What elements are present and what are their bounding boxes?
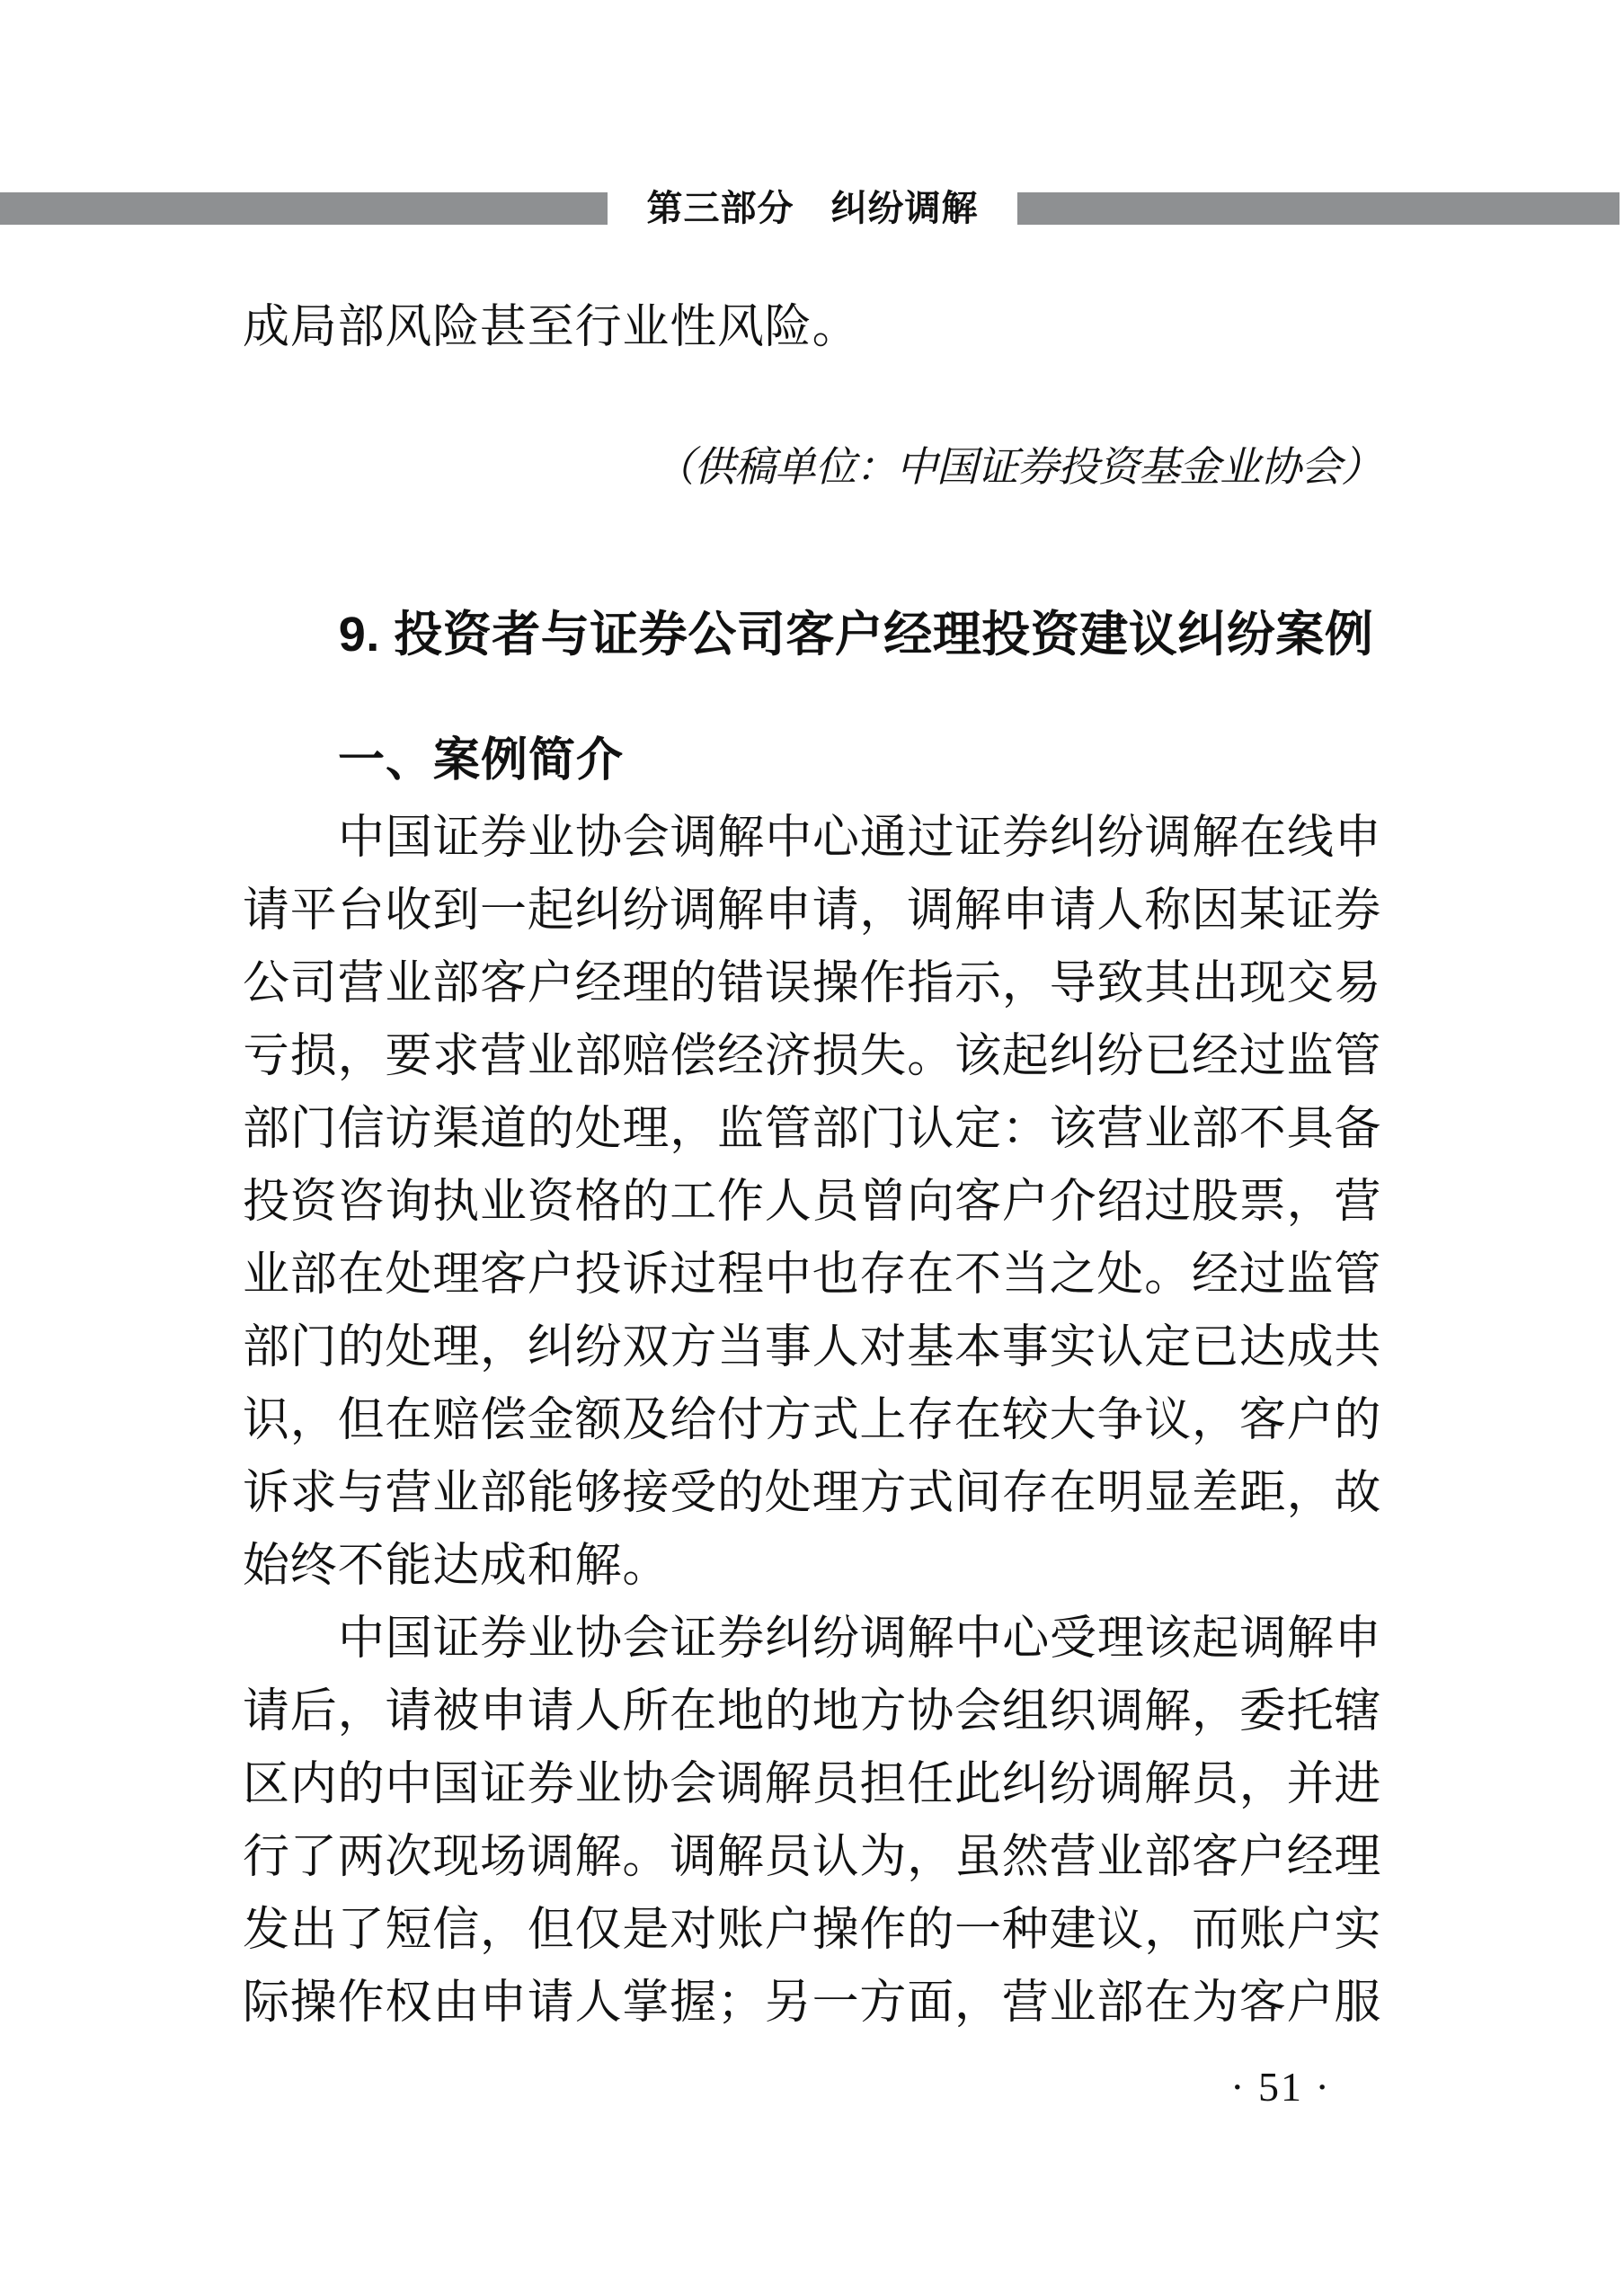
body-line: 部门信访渠道的处理，监管部门认定：该营业部不具备 bbox=[243, 1104, 1382, 1155]
body-line: 业部在处理客户投诉过程中也存在不当之处。经过监管 bbox=[243, 1249, 1382, 1301]
body-line: 始终不能达成和解。 bbox=[243, 1541, 670, 1592]
body-line: 部门的处理，纠纷双方当事人对基本事实认定已达成共 bbox=[243, 1322, 1382, 1373]
running-header-title: 第三部分 纠纷调解 bbox=[646, 189, 979, 228]
subsection-title: 一、案例简介 bbox=[338, 734, 625, 787]
body-line: 投资咨询执业资格的工作人员曾向客户介绍过股票，营 bbox=[243, 1177, 1382, 1228]
body-line: 际操作权由申请人掌握；另一方面，营业部在为客户服 bbox=[243, 1977, 1382, 2029]
body-line: 中国证券业协会调解中心通过证券纠纷调解在线申 bbox=[338, 813, 1382, 864]
section-title: 9. 投资者与证券公司客户经理投资建议纠纷案例 bbox=[338, 608, 1374, 662]
body-line: 亏损，要求营业部赔偿经济损失。该起纠纷已经过监管 bbox=[243, 1031, 1382, 1082]
header-band-left bbox=[0, 192, 608, 225]
body-text-block bbox=[243, 802, 1381, 2040]
body-line: 中国证券业协会证券纠纷调解中心受理该起调解申 bbox=[338, 1613, 1382, 1665]
body-line: 识，但在赔偿金额及给付方式上存在较大争议，客户的 bbox=[243, 1395, 1382, 1446]
header-band-right bbox=[1017, 192, 1620, 225]
body-line: 诉求与营业部能够接受的处理方式间存在明显差距，故 bbox=[243, 1468, 1382, 1519]
body-line: 请平台收到一起纠纷调解申请，调解申请人称因某证券 bbox=[243, 885, 1382, 937]
body-line: 行了两次现场调解。调解员认为，虽然营业部客户经理 bbox=[243, 1832, 1382, 1883]
body-line: 发出了短信，但仅是对账户操作的一种建议，而账户实 bbox=[243, 1905, 1382, 1956]
paragraph-continuation-line: 成局部风险甚至行业性风险。 bbox=[243, 302, 860, 353]
page-number: · 51 · bbox=[1230, 2064, 1331, 2110]
body-line: 请后，请被申请人所在地的地方协会组织调解，委托辖 bbox=[243, 1686, 1382, 1738]
body-line: 公司营业部客户经理的错误操作指示，导致其出现交易 bbox=[243, 958, 1382, 1009]
body-line: 区内的中国证券业协会调解员担任此纠纷调解员，并进 bbox=[243, 1759, 1382, 1810]
attribution-line: （供稿单位：中国证券投资基金业协会） bbox=[653, 444, 1381, 490]
